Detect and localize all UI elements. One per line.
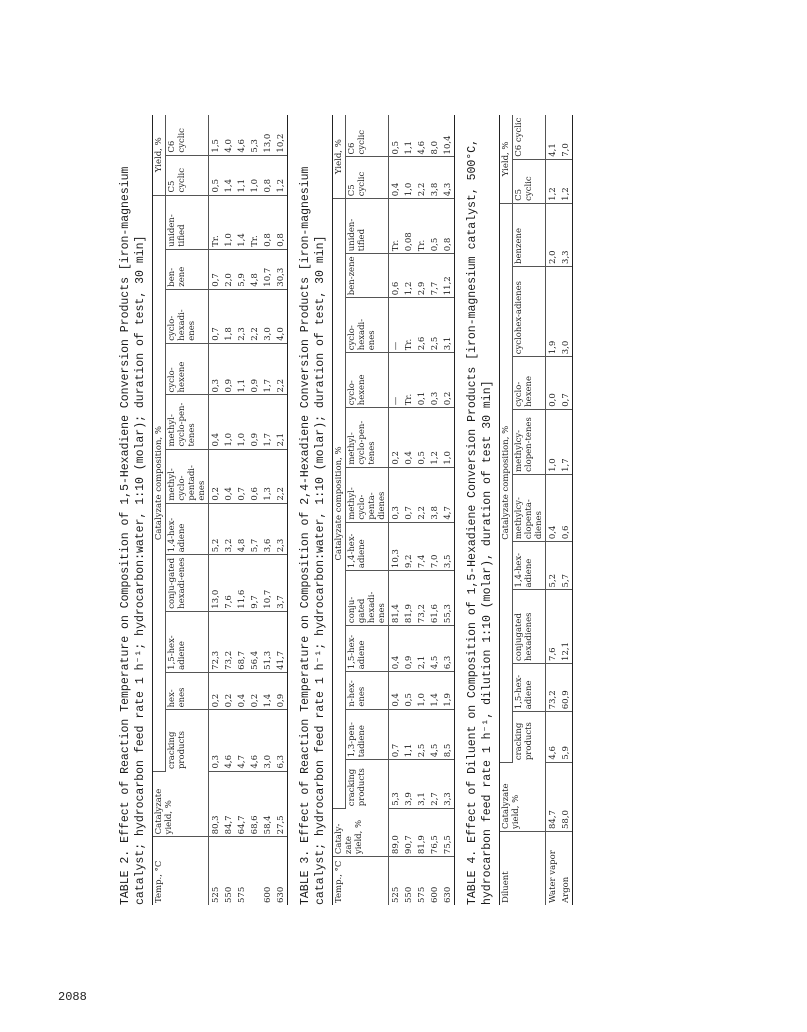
row-label-cell: 525: [391, 886, 401, 903]
table-4-caption: TABLE 4. Effect of Diluent on Composition of 1,5-Hexadiene Conversion Products [iron-magnesium catalyst, 500°C, hydrocarbon feed rate 1 h⁻¹, dilution 1:10 (molar), duration of test 30 min]: [466, 138, 494, 905]
header-cell: Catalyzate yield, %: [500, 762, 546, 831]
data-cell: 6,3: [441, 626, 455, 672]
data-cell: 68,6: [248, 771, 261, 837]
data-cell: 4,8: [235, 503, 248, 555]
data-cell: 7,7: [428, 254, 441, 298]
data-cell: 68,7: [235, 611, 248, 672]
header-cell: 1,5-hex-adiene: [513, 663, 546, 711]
data-cell: 0,7: [389, 709, 403, 760]
table-3-caption: TABLE 3. Effect of Reaction Temperature on Composition of 2,4-Hexadiene Conversion Products [iron-magnesium catalyst; hydrocarbon feed rate 1 h⁻¹; hydrocarbon:water, 1:10 (molar); duration of test, 30 min]: [299, 166, 327, 905]
data-cell: 0,4: [402, 408, 415, 467]
header-cell: benzene: [513, 203, 546, 266]
data-cell: 0,7: [209, 289, 223, 343]
table-2-caption: TABLE 2. Effect of Reaction Temperature on Composition of 1,5-Hexadiene Conversion Products [iron-magnesium catalyst; hydrocarbon feed rate 1 h⁻¹; hydrocarbon:water, 1:10 (molar); duration of test, 30 min]: [119, 166, 147, 905]
data-cell: 0,8: [274, 195, 288, 249]
data-cell: 0,2: [248, 672, 261, 710]
data-cell: 1,9: [546, 266, 560, 356]
data-cell: Tr.: [402, 298, 415, 353]
data-cell: 4,7: [441, 467, 455, 522]
header-cell: methyl-cyclo-penta-dienes: [346, 467, 389, 522]
data-cell: 0,9: [248, 395, 261, 449]
data-cell: 1,7: [261, 343, 274, 395]
header-cell: Temp., °C: [153, 837, 209, 905]
header-cell: cracking products: [166, 710, 209, 771]
data-cell: 0,3: [428, 353, 441, 408]
header-cell: 1,4-hex-adiene: [166, 503, 209, 555]
data-cell: 0,5: [209, 155, 223, 195]
data-cell: 4,1: [546, 115, 560, 159]
header-cell: Catalyzate yield, %: [153, 771, 209, 837]
data-cell: 27,5: [274, 771, 288, 837]
data-cell: 0,7: [209, 249, 223, 289]
data-cell: 10,4: [441, 115, 455, 157]
data-cell: 13,0: [261, 115, 274, 155]
table-row: [222, 115, 235, 905]
data-cell: 8,0: [428, 115, 441, 157]
data-cell: 58,4: [261, 771, 274, 837]
group-header-composition: Catalyzate composition, %: [500, 203, 513, 762]
data-cell: 0,2: [222, 672, 235, 710]
data-cell: 0,8: [261, 155, 274, 195]
data-cell: 1,0: [222, 195, 235, 249]
table-4-body: [546, 115, 573, 905]
data-cell: 10,7: [261, 555, 274, 611]
data-cell: 89,0: [389, 808, 403, 856]
data-cell: 0,5: [428, 199, 441, 254]
data-cell: 56,4: [248, 611, 261, 672]
data-cell: 2,9: [415, 254, 428, 298]
data-cell: 51,3: [261, 611, 274, 672]
data-cell: 0,9: [222, 343, 235, 395]
data-cell: 10,2: [274, 115, 288, 155]
data-cell: 10,3: [389, 522, 403, 570]
header-cell: cyclo-hexadi-enes: [166, 289, 209, 343]
header-cell: 1,4-hex-adiene: [513, 542, 546, 590]
data-cell: 3,0: [261, 289, 274, 343]
data-cell: 0,7: [235, 449, 248, 503]
data-cell: 0,9: [402, 626, 415, 672]
table-4-block: [465, 115, 573, 905]
data-cell: 2,2: [415, 157, 428, 199]
data-cell: 3,0: [559, 266, 573, 356]
data-cell: 3,5: [441, 522, 455, 570]
table-row: [389, 115, 403, 905]
header-cell: methyl-cyclo-pen-tenes: [346, 408, 389, 467]
data-cell: 1,1: [402, 709, 415, 760]
data-cell: 4,5: [428, 626, 441, 672]
group-header-yield: Yield, %: [500, 115, 513, 203]
data-cell: 4,6: [235, 115, 248, 155]
data-cell: 80,3: [209, 771, 223, 837]
data-cell: 5,7: [559, 542, 573, 590]
data-cell: 2,3: [235, 289, 248, 343]
table-3: [332, 115, 455, 905]
group-header-composition: Catalyzate composition, %: [333, 199, 346, 808]
data-cell: 1,8: [222, 289, 235, 343]
header-cell: n-hex-enes: [346, 672, 389, 709]
data-cell: 3,1: [441, 298, 455, 353]
header-cell: cracking products: [513, 712, 546, 762]
header-cell: conju-gated hexadi-enes: [166, 555, 209, 611]
data-cell: 1,0: [248, 155, 261, 195]
data-cell: 84,7: [546, 762, 560, 831]
data-cell: 0,4: [209, 395, 223, 449]
data-cell: 0,2: [389, 408, 403, 467]
data-cell: 81,4: [389, 571, 403, 626]
data-cell: 2,7: [428, 760, 441, 808]
data-cell: 0,9: [274, 672, 288, 710]
header-cell: methyl-cyclo-pentadi-enes: [166, 449, 209, 503]
data-cell: —: [389, 298, 403, 353]
data-cell: 0,0: [546, 357, 560, 410]
table-2-body: [209, 115, 288, 905]
table-row: [415, 115, 428, 905]
table-2-block: [118, 115, 288, 905]
header-cell: C5 cyclic: [166, 155, 209, 195]
data-cell: 5,3: [248, 115, 261, 155]
data-cell: Tr.: [209, 195, 223, 249]
data-cell: 1,0: [415, 672, 428, 709]
data-cell: 2,1: [274, 395, 288, 449]
header-cell: C6 cyclic: [346, 115, 389, 157]
data-cell: 1,4: [222, 155, 235, 195]
data-cell: 55,3: [441, 571, 455, 626]
data-cell: 5,7: [248, 503, 261, 555]
data-cell: 1,1: [235, 155, 248, 195]
header-cell: conju-gated hexadi-enes: [346, 571, 389, 626]
data-cell: 0,7: [402, 467, 415, 522]
header-cell: methylcy-clopenta-dienes: [513, 474, 546, 541]
data-cell: 2,5: [428, 298, 441, 353]
data-cell: 1,2: [559, 159, 573, 203]
data-cell: 0,1: [415, 353, 428, 408]
data-cell: 0,3: [209, 710, 223, 771]
header-cell: uniden-tified: [346, 199, 389, 254]
table-row: [441, 115, 455, 905]
data-cell: 13,0: [209, 555, 223, 611]
table-row: [209, 115, 223, 905]
data-cell: 2,2: [248, 289, 261, 343]
data-cell: 1,0: [235, 395, 248, 449]
header-cell: Temp., °C: [333, 857, 389, 905]
data-cell: 4,7: [235, 710, 248, 771]
data-cell: 1,9: [441, 672, 455, 709]
header-cell: C5 cyclic: [513, 159, 546, 203]
group-header-composition: Catalyzate composition, %: [153, 195, 166, 771]
row-label-cell: Argon: [559, 831, 573, 905]
header-cell: cyclohex-adienes: [513, 266, 546, 356]
data-cell: 75,5: [441, 808, 455, 856]
data-cell: 1,5: [209, 115, 223, 155]
data-cell: 1,0: [546, 409, 560, 474]
data-cell: 1,0: [441, 408, 455, 467]
row-label-cell: 550: [404, 886, 414, 903]
data-cell: 3,8: [428, 467, 441, 522]
data-cell: 4,6: [415, 115, 428, 157]
data-cell: 3,2: [222, 503, 235, 555]
data-cell: 0,5: [402, 672, 415, 709]
header-cell: 1,5-hex-adiene: [166, 611, 209, 672]
data-cell: 0,08: [402, 199, 415, 254]
data-cell: 0,4: [389, 672, 403, 709]
row-label-cell: 550: [224, 886, 234, 903]
data-cell: 1,2: [546, 159, 560, 203]
row-label-cell: 630: [441, 857, 455, 905]
data-cell: 0,3: [389, 467, 403, 522]
data-cell: 0,6: [248, 449, 261, 503]
data-cell: 2,0: [222, 249, 235, 289]
header-cell: cyclo-hexene: [166, 343, 209, 395]
data-cell: 1,3: [261, 449, 274, 503]
data-cell: 11,2: [441, 254, 455, 298]
data-cell: 0,2: [441, 353, 455, 408]
data-cell: 0,6: [389, 254, 403, 298]
data-cell: 3,3: [559, 203, 573, 266]
data-cell: 73,2: [222, 611, 235, 672]
data-cell: 0,4: [235, 672, 248, 710]
data-cell: 1,2: [274, 155, 288, 195]
header-cell: C6 cyclic: [513, 115, 546, 159]
data-cell: 30,3: [274, 249, 288, 289]
data-cell: 64,7: [235, 771, 248, 837]
data-cell: 1,1: [235, 343, 248, 395]
data-cell: 41,7: [274, 611, 288, 672]
data-cell: 9,2: [402, 522, 415, 570]
header-cell: C5 cyclic: [346, 157, 389, 199]
table-row: [559, 115, 573, 905]
group-header-yield: Yield, %: [153, 115, 166, 195]
data-cell: 0,9: [248, 343, 261, 395]
data-cell: 3,7: [274, 555, 288, 611]
data-cell: 81,9: [415, 808, 428, 856]
data-cell: 0,7: [559, 357, 573, 410]
data-cell: Tr.: [402, 353, 415, 408]
data-cell: 1,0: [402, 157, 415, 199]
page-number: 2088: [58, 990, 87, 1004]
row-label-cell: Water vapor: [548, 850, 558, 903]
group-header-yield: Yield, %: [333, 115, 346, 199]
data-cell: 8,5: [441, 709, 455, 760]
data-cell: 7,4: [415, 522, 428, 570]
data-cell: 1,2: [428, 408, 441, 467]
data-cell: 0,4: [222, 449, 235, 503]
data-cell: 2,6: [415, 298, 428, 353]
data-cell: 7,0: [559, 115, 573, 159]
data-cell: 4,6: [546, 712, 560, 762]
data-cell: 1,7: [559, 409, 573, 474]
data-cell: 1,4: [261, 672, 274, 710]
data-cell: 7,6: [222, 555, 235, 611]
data-cell: 1,1: [402, 115, 415, 157]
data-cell: 0,4: [389, 626, 403, 672]
data-cell: 0,8: [261, 195, 274, 249]
data-cell: 12,1: [559, 590, 573, 664]
data-cell: 1,7: [261, 395, 274, 449]
data-cell: 3,3: [441, 760, 455, 808]
table-3-body: [389, 115, 455, 905]
data-cell: 4,8: [248, 249, 261, 289]
data-cell: Tr.: [389, 199, 403, 254]
data-cell: 0,2: [209, 672, 223, 710]
data-cell: 0,4: [389, 157, 403, 199]
data-cell: 2,3: [274, 503, 288, 555]
data-cell: 11,6: [235, 555, 248, 611]
header-cell: 1,4-hex-adiene: [346, 522, 389, 570]
data-cell: 3,8: [428, 157, 441, 199]
data-cell: —: [389, 353, 403, 408]
data-cell: 60,9: [559, 663, 573, 711]
header-cell: ben-zene: [166, 249, 209, 289]
data-cell: 4,3: [441, 157, 455, 199]
data-cell: 0,8: [441, 199, 455, 254]
data-cell: 90,7: [402, 808, 415, 856]
row-label-cell: 575: [237, 886, 247, 903]
data-cell: 0,3: [209, 343, 223, 395]
data-cell: 5,9: [235, 249, 248, 289]
row-label-cell: 525: [211, 886, 221, 903]
header-cell: C6 cyclic: [166, 115, 209, 155]
data-cell: 2,2: [274, 343, 288, 395]
data-cell: 3,1: [415, 760, 428, 808]
data-cell: 2,1: [415, 626, 428, 672]
data-cell: 2,5: [415, 709, 428, 760]
header-cell: Diluent: [500, 831, 546, 905]
data-cell: 4,0: [274, 289, 288, 343]
data-cell: 0,5: [389, 115, 403, 157]
data-cell: 73,2: [546, 663, 560, 711]
row-label-cell: 600: [263, 886, 273, 903]
data-cell: 4,6: [248, 710, 261, 771]
header-cell: hex-enes: [166, 672, 209, 710]
header-cell: uniden-tified: [166, 195, 209, 249]
table-4: [499, 115, 573, 905]
header-cell: 1,3-pen-tadiene: [346, 709, 389, 760]
data-cell: 1,2: [402, 254, 415, 298]
header-cell: methyl-cyclo-pen-tenes: [166, 395, 209, 449]
data-cell: Tr.: [248, 195, 261, 249]
data-cell: 0,4: [546, 474, 560, 541]
header-cell: ben-zene: [346, 254, 389, 298]
data-cell: 5,9: [559, 712, 573, 762]
data-cell: 5,2: [546, 542, 560, 590]
header-cell: conjugated hexadienes: [513, 590, 546, 664]
table-row: [402, 115, 415, 905]
data-cell: 72,3: [209, 611, 223, 672]
data-cell: 1,4: [428, 672, 441, 709]
row-label-cell: 630: [274, 837, 288, 905]
data-cell: 7,6: [546, 590, 560, 664]
header-cell: cyclo-hexene: [346, 353, 389, 408]
data-cell: 5,2: [209, 503, 223, 555]
table-row: [248, 115, 261, 905]
data-cell: 0,5: [415, 408, 428, 467]
header-cell: cyclo-hexadi-enes: [346, 298, 389, 353]
data-cell: 5,3: [389, 760, 403, 808]
data-cell: 4,5: [428, 709, 441, 760]
data-cell: 84,7: [222, 771, 235, 837]
table-row: [261, 115, 274, 905]
data-cell: 2,0: [546, 203, 560, 266]
header-cell: cracking products: [346, 760, 389, 808]
data-cell: 3,0: [261, 710, 274, 771]
data-cell: 2,2: [415, 467, 428, 522]
data-cell: 4,6: [222, 710, 235, 771]
data-cell: 6,3: [274, 710, 288, 771]
table-row: [546, 115, 560, 905]
header-cell: Cataly-zate yield, %: [333, 808, 389, 856]
table-row: [428, 115, 441, 905]
data-cell: 4,0: [222, 115, 235, 155]
data-cell: 2,2: [274, 449, 288, 503]
rotated-content: [118, 115, 658, 905]
data-cell: 3,9: [402, 760, 415, 808]
data-cell: 1,4: [235, 195, 248, 249]
table-3-block: [298, 115, 455, 905]
data-cell: 0,6: [559, 474, 573, 541]
data-cell: 9,7: [248, 555, 261, 611]
data-cell: Tr.: [415, 199, 428, 254]
data-cell: 10,7: [261, 249, 274, 289]
data-cell: 7,0: [428, 522, 441, 570]
table-row: [235, 115, 248, 905]
header-cell: methylcy-clopen-tenes: [513, 409, 546, 474]
row-label-cell: 600: [430, 886, 440, 903]
table-row: [274, 115, 288, 905]
data-cell: 0,2: [209, 449, 223, 503]
data-cell: 58,0: [559, 762, 573, 831]
data-cell: 76,5: [428, 808, 441, 856]
data-cell: 3,6: [261, 503, 274, 555]
data-cell: 1,0: [222, 395, 235, 449]
data-cell: 73,2: [415, 571, 428, 626]
table-2: [152, 115, 288, 905]
row-label-cell: [248, 837, 261, 905]
row-label-cell: 575: [417, 886, 427, 903]
data-cell: 81,9: [402, 571, 415, 626]
data-cell: 61,6: [428, 571, 441, 626]
header-cell: 1,5-hex-adiene: [346, 626, 389, 672]
header-cell: cyclo-hexene: [513, 357, 546, 410]
